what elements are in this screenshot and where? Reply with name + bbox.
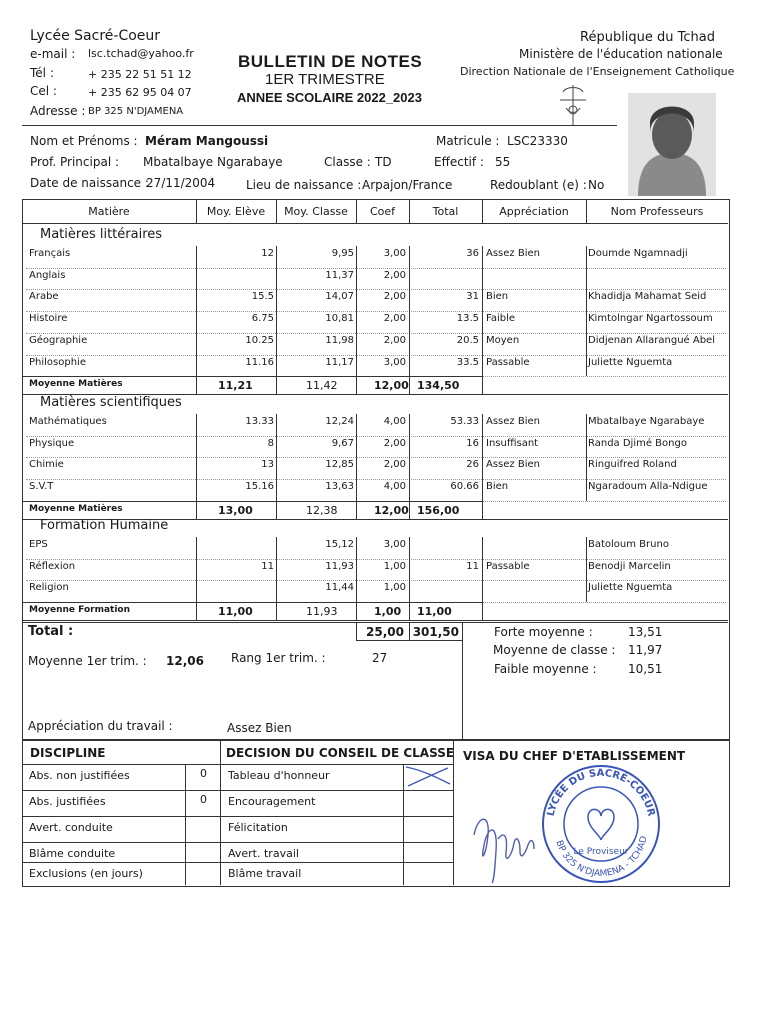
- column-divider: [409, 537, 410, 620]
- column-divider: [482, 414, 483, 519]
- decision-item: Félicitation: [228, 821, 288, 834]
- discipline-label: Exclusions (en jours): [29, 867, 143, 880]
- class-average: 9,95: [331, 248, 354, 259]
- totals-divider-3: [462, 622, 463, 739]
- appreciation-label: Appréciation du travail :: [28, 719, 173, 733]
- col-total-header: Total: [432, 205, 459, 218]
- subject-name: Arabe: [29, 291, 59, 303]
- column-divider: [356, 537, 357, 620]
- email-value: lsc.tchad@yahoo.fr: [88, 47, 194, 60]
- summary-top-line: [22, 602, 482, 603]
- header-bottom-line: [22, 223, 728, 224]
- student-average: 6.75: [251, 313, 274, 325]
- school-stamp-icon: [536, 762, 666, 886]
- summary-top-line: [22, 501, 482, 502]
- class-average: 11,37: [325, 269, 354, 281]
- subject-total: 16: [466, 437, 479, 449]
- student-name: Méram Mangoussi: [145, 134, 269, 148]
- matricule-label: Matricule :: [436, 134, 500, 148]
- subject-teacher: Didjenan Allarangué Abel: [588, 334, 715, 346]
- address-value: BP 325 N'DJAMENA: [88, 106, 184, 117]
- subject-total: 36: [466, 248, 479, 259]
- class-average: 11,93: [325, 560, 354, 572]
- discipline-label: Abs. justifiées: [29, 795, 106, 808]
- dob-label: Date de naissance :: [30, 176, 149, 190]
- discipline-row-line: [22, 816, 453, 817]
- col-appreciation-header: Appréciation: [499, 205, 569, 218]
- col-moy-classe-header: Moy. Classe: [284, 205, 348, 218]
- header-col-divider: [356, 199, 357, 223]
- column-divider: [276, 537, 277, 620]
- row-separator: [26, 479, 726, 480]
- total-label: Total :: [28, 624, 74, 639]
- subject-total: 33.5: [456, 356, 479, 368]
- coefficient: 2,00: [383, 437, 406, 449]
- column-divider: [586, 246, 587, 376]
- class-average: 14,07: [325, 291, 354, 303]
- forte-label: Forte moyenne :: [494, 625, 593, 639]
- subject-name: S.V.T: [29, 481, 54, 493]
- row-separator: [26, 580, 726, 581]
- email-label: e-mail :: [30, 47, 76, 61]
- discipline-value: 0: [200, 767, 207, 780]
- summary-class-average: 11,93: [306, 605, 338, 619]
- decision-item: Encouragement: [228, 795, 316, 808]
- emblem-icon: [548, 80, 598, 130]
- subject-name: Anglais: [29, 269, 66, 281]
- student-average: 15.5: [251, 291, 274, 303]
- direction-name: Direction Nationale de l'Enseignement Catholique: [460, 65, 735, 78]
- row-separator: [26, 289, 726, 290]
- student-average: 8: [267, 437, 274, 449]
- coefficient: 3,00: [383, 248, 406, 259]
- column-divider: [482, 537, 483, 620]
- summary-label: Moyenne Matières: [29, 503, 123, 514]
- decision-item: Blâme travail: [228, 867, 302, 880]
- summary-student-average: 13,00: [218, 503, 253, 517]
- subject-appreciation: Faible: [486, 313, 516, 325]
- column-divider: [586, 414, 587, 501]
- student-average: 12: [261, 248, 274, 259]
- student-portrait-icon: [628, 93, 716, 196]
- summary-coef: 1,00: [374, 605, 402, 619]
- col-matiere-header: Matière: [88, 205, 130, 218]
- prof-label: Prof. Principal :: [30, 155, 120, 169]
- subject-total: 60.66: [450, 481, 479, 493]
- appreciation-value: Assez Bien: [227, 721, 292, 735]
- discipline-label: Blâme conduite: [29, 847, 116, 860]
- section-bottom-line: [22, 620, 728, 621]
- total-points: 301,50: [412, 625, 459, 639]
- subject-name: Histoire: [29, 313, 68, 325]
- subject-appreciation: Passable: [486, 560, 530, 572]
- row-separator: [26, 559, 726, 560]
- subject-total: 53.33: [450, 416, 479, 427]
- subject-teacher: Benodji Marcelin: [588, 560, 671, 572]
- summary-class-average: 11,42: [306, 379, 338, 393]
- summary-total: 134,50: [417, 379, 460, 393]
- row-separator: [26, 355, 726, 356]
- column-divider: [276, 414, 277, 519]
- column-divider: [356, 414, 357, 519]
- summary-coef: 12,00: [374, 503, 409, 517]
- visa-title: VISA DU CHEF D'ETABLISSEMENT: [463, 749, 686, 763]
- subject-name: Religion: [29, 582, 69, 594]
- subject-teacher: Ringuifred Roland: [588, 459, 677, 471]
- totals-divider-1: [356, 622, 357, 640]
- effectif-value: 55: [495, 155, 511, 169]
- class-average: 11,17: [325, 356, 354, 368]
- totals-top-line: [22, 622, 728, 623]
- class-average: 12,24: [325, 416, 354, 427]
- student-photo: [628, 93, 716, 196]
- column-divider: [356, 246, 357, 394]
- coefficient: 4,00: [383, 481, 406, 493]
- column-divider: [196, 414, 197, 519]
- discipline-value-divider: [185, 764, 186, 885]
- subject-name: Physique: [29, 437, 75, 449]
- summary-class-average: 12,38: [306, 503, 338, 517]
- discipline-row-line: [22, 790, 453, 791]
- lieu-label: Lieu de naissance :: [246, 178, 362, 192]
- moyenne-value: 12,06: [166, 654, 204, 668]
- subject-appreciation: Assez Bien: [486, 459, 540, 471]
- ministry-name: Ministère de l'éducation nationale: [519, 47, 723, 61]
- subject-total: 13.5: [456, 313, 479, 325]
- stamp-text-bottom: BP 325 N'DJAMENA - TCHAD: [553, 835, 650, 880]
- subject-total: 31: [466, 291, 479, 303]
- school-name: Lycée Sacré-Coeur: [30, 28, 161, 44]
- section-title: Matières scientifiques: [40, 395, 182, 410]
- subject-teacher: Juliette Nguemta: [588, 582, 673, 594]
- matricule-value: LSC23330: [507, 134, 568, 148]
- student-average: 13.33: [245, 416, 274, 427]
- discipline-label: Avert. conduite: [29, 821, 113, 834]
- summary-label: Moyenne Matières: [29, 379, 123, 390]
- subject-teacher: Juliette Nguemta: [588, 356, 673, 368]
- subject-name: Chimie: [29, 459, 64, 471]
- summary-label: Moyenne Formation: [29, 605, 130, 616]
- rang-label: Rang 1er trim. :: [231, 651, 326, 665]
- stamp-center-text: Le Proviseur: [573, 847, 629, 857]
- summary-student-average: 11,00: [218, 605, 253, 619]
- subject-teacher: Doumde Ngamnadji: [588, 248, 688, 259]
- coefficient: 3,00: [383, 356, 406, 368]
- stamp-text-top: LYCÉE DU SACRÉ-COEUR: [545, 767, 657, 818]
- subject-name: Français: [29, 248, 71, 259]
- classe-label: Classe :: [324, 155, 371, 169]
- subject-teacher: Randa Djimé Bongo: [588, 437, 687, 449]
- lieu-value: Arpajon/France: [362, 178, 453, 192]
- subject-appreciation: Bien: [486, 481, 509, 493]
- column-divider: [196, 246, 197, 394]
- subject-total: 11: [466, 560, 479, 572]
- faible-label: Faible moyenne :: [494, 662, 597, 676]
- subject-teacher: Ngaradoum Alla-Ndigue: [588, 481, 708, 493]
- column-divider: [276, 246, 277, 394]
- check-mark-icon: [402, 764, 454, 788]
- subject-total: 20.5: [456, 334, 479, 346]
- subject-teacher: Batoloum Bruno: [588, 539, 669, 550]
- redoublant-value: No: [588, 178, 605, 192]
- student-average: 15.16: [245, 481, 274, 493]
- info-top-line: [22, 125, 617, 126]
- summary-total: 11,00: [417, 605, 452, 619]
- subject-total: 26: [466, 459, 479, 471]
- col-coef-header: Coef: [369, 205, 396, 218]
- discipline-row-line: [22, 842, 453, 843]
- class-average: 12,85: [325, 459, 354, 471]
- header-col-divider: [409, 199, 410, 223]
- coefficient: 2,00: [383, 269, 406, 281]
- row-separator: [26, 333, 726, 334]
- subject-teacher: Kimtolngar Ngartossoum: [588, 313, 713, 325]
- subject-name: Mathématiques: [29, 416, 107, 427]
- subject-appreciation: Bien: [486, 291, 509, 303]
- tel-value: + 235 22 51 51 12: [88, 68, 192, 81]
- subject-teacher: Khadidja Mahamat Seid: [588, 291, 707, 303]
- decision-item: Avert. travail: [228, 847, 299, 860]
- student-average: 11: [261, 560, 274, 572]
- bulletin-title: BULLETIN DE NOTES: [238, 52, 423, 71]
- discipline-divider: [220, 739, 221, 885]
- decision-divider: [453, 739, 454, 885]
- class-average: 9,67: [331, 437, 354, 449]
- cel-value: + 235 62 95 04 07: [88, 86, 192, 99]
- discipline-value: 0: [200, 793, 207, 806]
- total-coef: 25,00: [366, 625, 404, 639]
- subject-name: EPS: [29, 539, 48, 550]
- class-average: 11,44: [325, 582, 354, 594]
- subject-name: Réflexion: [29, 560, 76, 572]
- column-divider: [196, 537, 197, 620]
- student-average: 11.16: [245, 356, 274, 368]
- subject-teacher: Mbatalbaye Ngarabaye: [588, 416, 705, 427]
- term-title: 1ER TRIMESTRE: [265, 71, 385, 88]
- svg-text:LYCÉE DU SACRÉ-COEUR: [546, 768, 657, 818]
- student-average: 10.25: [245, 334, 274, 346]
- row-separator: [26, 436, 726, 437]
- discipline-title: DISCIPLINE: [30, 746, 106, 760]
- moyenne-label: Moyenne 1er trim. :: [28, 654, 147, 668]
- header-col-divider: [276, 199, 277, 223]
- header-col-divider: [196, 199, 197, 223]
- prof-value: Mbatalbaye Ngarabaye: [143, 155, 283, 169]
- subject-name: Géographie: [29, 334, 88, 346]
- student-average: 13: [261, 459, 274, 471]
- rang-value: 27: [372, 651, 388, 665]
- coefficient: 1,00: [383, 560, 406, 572]
- decision-item: Tableau d'honneur: [228, 769, 330, 782]
- coefficient: 1,00: [383, 582, 406, 594]
- subject-appreciation: Moyen: [486, 334, 520, 346]
- subject-appreciation: Assez Bien: [486, 248, 540, 259]
- discipline-label: Abs. non justifiées: [29, 769, 130, 782]
- class-avg-value: 11,97: [628, 643, 663, 657]
- coefficient: 2,00: [383, 334, 406, 346]
- totals-divider-2: [409, 622, 410, 640]
- address-label: Adresse :: [30, 104, 86, 118]
- column-divider: [409, 414, 410, 519]
- column-divider: [586, 537, 587, 602]
- subject-appreciation: Insuffisant: [486, 437, 539, 449]
- coefficient: 2,00: [383, 291, 406, 303]
- col-moy-eleve-header: Moy. Elève: [206, 205, 266, 218]
- column-divider: [482, 246, 483, 394]
- summary-student-average: 11,21: [218, 379, 253, 393]
- col-professeurs-header: Nom Professeurs: [610, 205, 704, 218]
- discipline-header-line: [22, 764, 453, 765]
- school-year: ANNEE SCOLAIRE 2022_2023: [237, 90, 422, 105]
- effectif-label: Effectif :: [434, 155, 484, 169]
- section-title: Formation Humaine: [40, 518, 169, 533]
- subject-appreciation: Assez Bien: [486, 416, 540, 427]
- row-separator: [26, 268, 726, 269]
- section-title: Matières littéraires: [40, 227, 163, 242]
- row-separator: [26, 311, 726, 312]
- class-average: 11,98: [325, 334, 354, 346]
- class-average: 13,63: [325, 481, 354, 493]
- row-separator: [26, 457, 726, 458]
- coefficient: 2,00: [383, 459, 406, 471]
- decision-title: DECISION DU CONSEIL DE CLASSE: [226, 746, 455, 760]
- subject-name: Philosophie: [29, 356, 86, 368]
- column-divider: [409, 246, 410, 394]
- faible-value: 10,51: [628, 662, 663, 676]
- cel-label: Cel :: [30, 84, 57, 98]
- forte-value: 13,51: [628, 625, 663, 639]
- summary-total: 156,00: [417, 503, 460, 517]
- tel-label: Tél :: [30, 66, 54, 80]
- coefficient: 4,00: [383, 416, 406, 427]
- summary-coef: 12,00: [374, 379, 409, 393]
- redoublant-label: Redoublant (e) :: [490, 178, 587, 192]
- republic-name: République du Tchad: [580, 30, 715, 45]
- class-avg-label: Moyenne de classe :: [493, 643, 616, 657]
- discipline-row-line: [22, 862, 453, 863]
- subject-appreciation: Passable: [486, 356, 530, 368]
- dob-value: 27/11/2004: [146, 176, 216, 190]
- coefficient: 2,00: [383, 313, 406, 325]
- class-average: 10,81: [325, 313, 354, 325]
- name-label: Nom et Prénoms :: [30, 134, 138, 148]
- header-col-divider: [586, 199, 587, 223]
- header-col-divider: [482, 199, 483, 223]
- class-average: 15,12: [325, 539, 354, 550]
- coefficient: 3,00: [383, 539, 406, 550]
- totals-bottom-line: [356, 640, 462, 641]
- classe-value: TD: [375, 155, 392, 169]
- summary-top-line: [22, 376, 482, 377]
